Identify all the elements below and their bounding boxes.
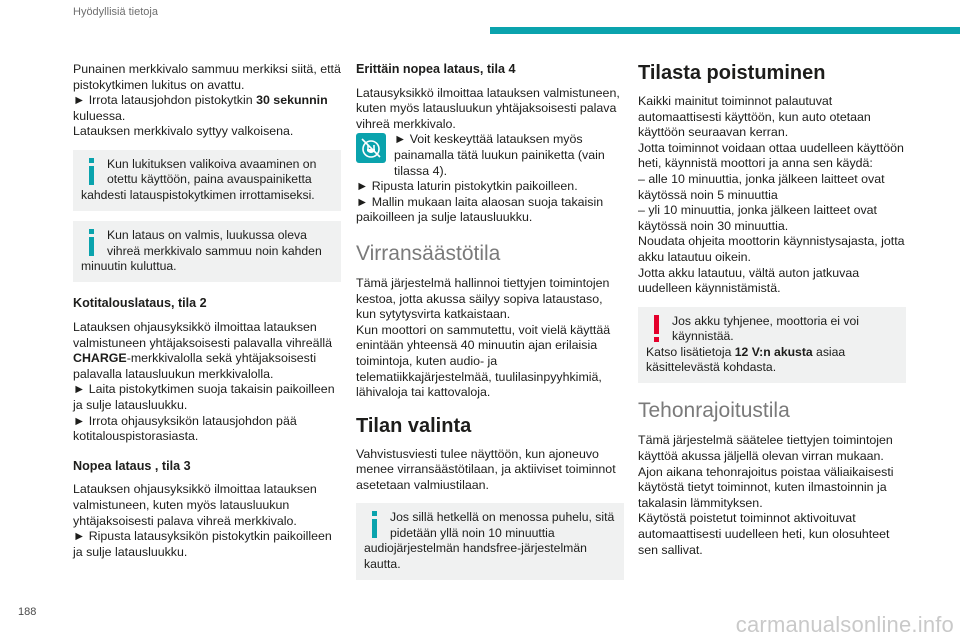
info-icon (85, 229, 99, 257)
instruction-paragraph: ► Irrota ohjausyksikön latausjohdon pää kotitalouspistorasiasta. (73, 413, 297, 444)
header-accent-bar (490, 27, 960, 34)
instruction-paragraph: ► Voit keskeyttää latauksen myös painamalla tätä luukun painiketta (vain tilassa 4). (394, 132, 605, 178)
paragraph: Tämä järjestelmä säätelee tiettyjen toimintojen käyttöä akussa jäljellä olevan virran mukaan. (638, 433, 893, 463)
paragraph: Kaikki mainitut toiminnot palautuvat automaattisesti käyttöön, kun auto otetaan käyttöön seuraavan kerran. (638, 94, 871, 140)
note-text (646, 345, 845, 374)
section-heading: Tilasta poistuminen (638, 62, 826, 84)
text: kuluessa. (73, 108, 126, 123)
paragraph: Jotta toiminnot voidaan ottaa uudelleen käyttöön heti, käynnistä moottori ja anna sen käydä: (638, 140, 904, 171)
section-heading: Kotitalouslataus, tila 2 (73, 296, 207, 311)
text: -merkkivalolla sekä yhtäjaksoisesti palavalla latausluukun merkkivalolla. (73, 351, 317, 381)
watermark: carmanualsonline.info (735, 612, 954, 637)
paragraph: Kun moottori on sammutettu, voit vielä käyttää enintään yhteensä 40 minuutin ajan erilaisia toimintoja, kuten audio- ja telematiikkajärjestelmää, tuulilasinpyyhkimiä, lähivaloja tai kattovaloja. (356, 322, 611, 400)
instruction-paragraph: ► Ripusta laturin pistokytkin paikoilleen. (356, 179, 578, 194)
note-text: Kun lataus on valmis, luukussa oleva vihreä merkkivalo sammuu noin kahden minuutin kuluttua. (81, 228, 322, 273)
info-note (356, 503, 624, 580)
instruction-paragraph: ► Laita pistokytkimen suoja takaisin paikoilleen ja sulje latausluukku. (73, 382, 335, 412)
note-text: Jos akku tyhjenee, moottoria ei voi käynnistää. (672, 313, 859, 344)
paragraph (73, 320, 341, 382)
instruction-paragraph (73, 93, 341, 124)
column-1 (73, 62, 341, 560)
list-item: – yli 10 minuuttia, jonka jälkeen laitteet ovat käytössä noin 30 minuuttia. (638, 203, 878, 233)
paragraph: Latauksen ohjausyksikkö ilmoittaa latauksen valmistuneen, kuten myös latausluukun yhtäjaksoisesti palava vihreä merkkivalo. (73, 482, 317, 528)
section-title: Virransäästötila (356, 241, 501, 265)
paragraph: Käytöstä poistetut toiminnot aktivoituvat automaattisesti uudelleen heti, kun olosuhteet sen sallivat. (638, 511, 890, 557)
paragraph: Vahvistusviesti tulee näyttöön, kun ajoneuvo menee virransäästötilaan, ja aktiiviset toiminnot asetetaan valmiustilaan. (356, 446, 616, 492)
section-heading: Nopea lataus , tila 3 (73, 458, 191, 473)
paragraph: Noudata ohjeita moottorin käynnistysajasta, jotta akku latautuu oikein. (638, 234, 905, 264)
bold-text: CHARGE (73, 351, 127, 366)
column-2 (356, 62, 624, 590)
paragraph: Tämä järjestelmä hallinnoi tiettyjen toimintojen kestoa, jotta akussa säilyy sopiva lataustaso, kun sytytysvirta katkaistaan. (356, 275, 610, 322)
section-heading: Tilan valinta (356, 414, 472, 437)
paragraph: Punainen merkkivalo sammuu merkiksi siitä, että pistokytkimen lukitus on avattu. (73, 62, 341, 92)
warning-icon (650, 315, 664, 343)
page-number: 188 (18, 606, 37, 618)
header-title: Hyödyllisiä tietoja (73, 6, 158, 18)
instruction-paragraph: ► Mallin mukaan laita alaosan suoja takaisin paikoilleen ja sulje latausluukku. (356, 194, 604, 225)
text: Latauksen ohjausyksikkö ilmoittaa latauksen valmistuneen yhtäjaksoisesti palavalla vihreällä (73, 320, 332, 350)
bold-text: 12 V:n akusta (734, 344, 813, 359)
section-title: Tehonrajoitustila (638, 399, 790, 423)
paragraph: Latauksen merkkivalo syttyy valkoisena. (73, 124, 294, 139)
info-note (73, 150, 341, 211)
column-3 (638, 56, 906, 558)
bold-text: 30 sekunnin (256, 93, 328, 108)
paragraph: Jotta akku latautuu, vältä auton jatkuvaa uudelleen käynnistämistä. (638, 265, 860, 296)
text: Katso lisätietoja (646, 344, 735, 359)
info-icon (368, 511, 382, 539)
button-instruction (356, 132, 624, 179)
instruction-paragraph: ► Ripusta latausyksikön pistokytkin paikoilleen ja sulje latausluukku. (73, 529, 332, 559)
paragraph: Ajon aikana tehonrajoitus poistaa väliaikaisesti käytöstä tietyt toiminnot, kuten ilmastoinnin ja takalasin lämmityksen. (638, 464, 894, 510)
section-heading: Erittäin nopea lataus, tila 4 (356, 62, 516, 76)
note-text: Jos sillä hetkellä on menossa puhelu, sitä pidetään yllä noin 10 minuuttia audiojärjestelmän handsfree-järjestelmän kautta. (364, 510, 615, 571)
list-item: – alle 10 minuuttia, jonka jälkeen laitteet ovat käytössä noin 5 minuuttia (638, 171, 885, 202)
warning-note (638, 307, 906, 384)
info-icon (85, 158, 99, 186)
text: ► Irrota latausjohdon pistokytkin (73, 93, 257, 108)
paragraph: Latausyksikkö ilmoittaa latauksen valmistuneen, kuten myös latausluukun yhtäjaksoisesti palava vihreä merkkivalo. (356, 85, 620, 131)
note-text: Kun lukituksen valikoiva avaaminen on otettu käyttöön, paina avauspainiketta kahdesti latauspistokytkimen irrottamiseksi. (81, 156, 317, 202)
info-note (73, 221, 341, 282)
text: asiaa käsittelevästä kohdasta. (646, 344, 846, 374)
charging-stop-button-icon (356, 133, 386, 163)
